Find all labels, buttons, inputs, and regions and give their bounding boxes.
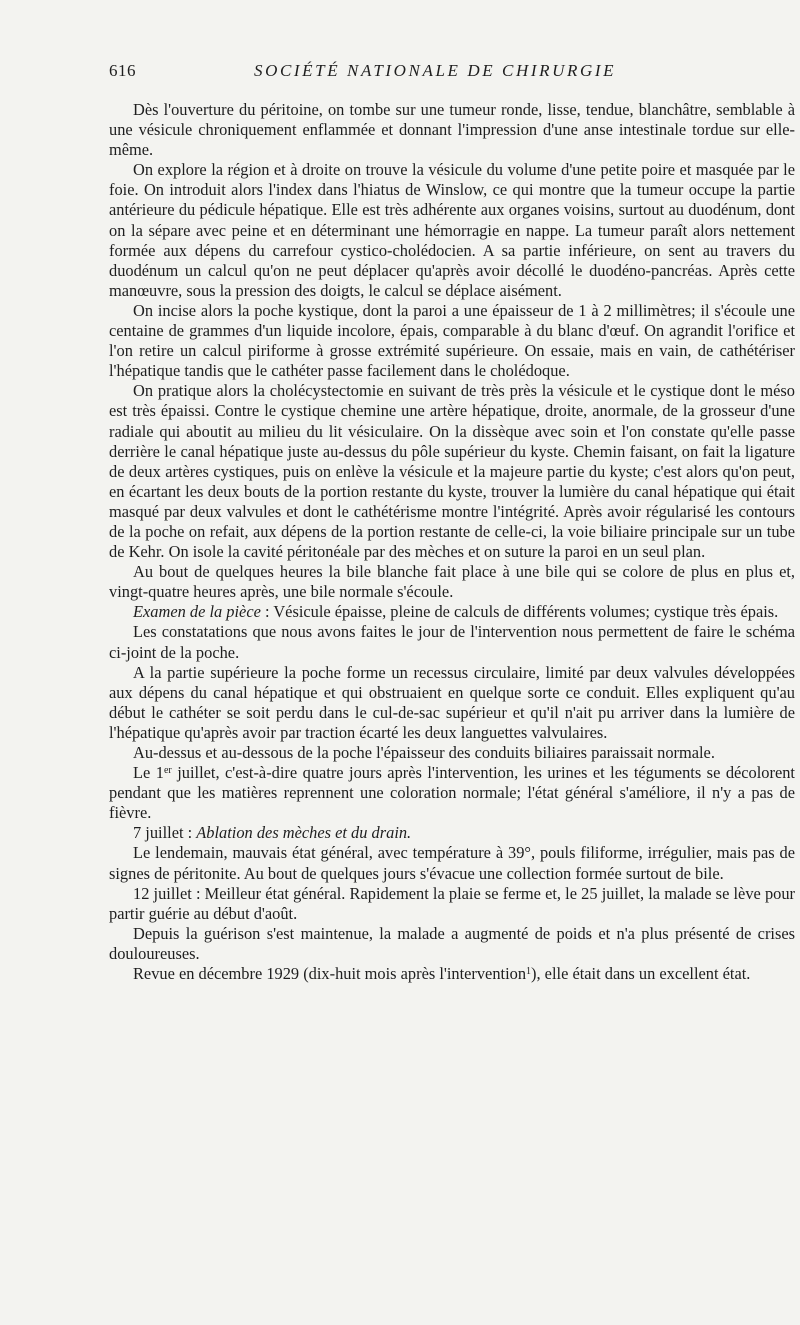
superscript: er [163,765,172,777]
article-body [109,100,795,984]
july7-text: Ablation des mèches et du drain. [196,823,412,843]
paragraph: Au-dessus et au-dessous de la poche l'épaisseur des conduits biliaires paraissait normale. [133,743,715,762]
paragraph-july-12: 12 juillet : Meilleur état général. Rapidement la plaie se ferme et, le 25 juillet, la malade se lève pour partir guérie au début d'août. [109,883,795,923]
page-number: 616 [109,61,136,80]
july1-text: juillet, c'est-à-dire quatre jours après l'intervention, les urines et les téguments se décolorent pendant que les matières reprennent une coloration normale; l'état général s'améliore, il n'y a pas de fièvre. [109,763,795,823]
paragraph: On explore la région et à droite on trouve la vésicule du volume d'une petite poire et masquée par le foie. On introduit alors l'index dans l'hiatus de Winslow, ce qui montre que la tumeur occupe la partie antérieure du pédicule hépatique. Elle est très adhérente aux organes voisins, surtout au duodénum, dont on la sépare avec peine et en déterminant une hémorragie en nappe. La tumeur paraît alors nettement formée aux dépens du carrefour cystico-cholédocien. A sa partie inférieure, on sent au travers du duodénum un calcul qu'on ne peut déplacer qu'après avoir décollé le duodéno-pancréas. Après cette manœuvre, sous la pression des doigts, le calcul se déplace aisément. [109,160,795,300]
running-title: SOCIÉTÉ NATIONALE DE CHIRURGIE [254,61,617,80]
review-lead: Revue en décembre 1929 (dix-huit mois après l'intervention [133,964,527,984]
paragraph: A la partie supérieure la poche forme un recessus circulaire, limité par deux valvules développées aux dépens du canal hépatique et qui obstruaient en quelque sorte ce conduit. Elles expliquent qu'au début le cathéter se soit perdu dans le cul-de-sac supérieur et qu'il n'ait pu arriver dans la lumière de l'hépatique qu'après avoir par traction écarté les deux languettes valvulaires. [109,662,795,742]
july7-date: 7 juillet : [133,823,197,843]
review-text: ), elle était dans un excellent état. [531,964,751,984]
paragraph: Au bout de quelques heures la bile blanche fait place à une bile qui se colore de plus en plus et, vingt-quatre heures après, une bile normale s'écoule. [109,562,795,602]
paragraph-july-1 [109,763,795,823]
paragraph: On pratique alors la cholécystectomie en suivant de très près la vésicule et le cystique dont le méso est très épaissi. Contre le cystique chemine une artère hépatique, droite, anormale, de la grosseur d'une radiale qui aboutit au milieu du lit vésiculaire. On la dissèque avec soin et l'on constate qu'elle passe derrière le canal hépatique juste au-dessus du pôle supérieur du kyste. Chemin faisant, on fait la ligature de deux artères cystiques, puis on enlève la vésicule et la majeure partie du kyste; c'est alors qu'on peut, en écartant les deux bouts de la portion restante du kyste, trouver la lumière du canal hépatique qui était masqué par deux valvules et dont le cathétérisme montre l'intégrité. Après avoir régularisé les contours de la poche on refait, aux dépens de la portion restante de celle-ci, la voie biliaire principale sur un tube de Kehr. On isole la cavité péritonéale par des mèches et on suture la paroi en un seul plan. [109,381,795,562]
exam-label: Examen de la pièce [133,602,261,622]
exam-text: : Vésicule épaisse, pleine de calculs de différents volumes; cystique très épais. [260,602,779,622]
paragraph: Dès l'ouverture du péritoine, on tombe sur une tumeur ronde, lisse, tendue, blanchâtre, semblable à une vésicule chroniquement enflammée et donnant l'impression d'une anse intestinale tordue sur elle-même. [109,100,795,160]
paragraph: Depuis la guérison s'est maintenue, la malade a augmenté de poids et n'a plus présenté de crises douloureuses. [109,923,795,963]
footnote-marker: 1 [526,966,532,978]
paragraph: Les constatations que nous avons faites le jour de l'intervention nous permettent de faire le schéma ci-joint de la poche. [109,622,795,662]
paragraph: Le lendemain, mauvais état général, avec température à 39°, pouls filiforme, irrégulier, mais pas de signes de péritonite. Au bout de quelques jours s'évacue une collection formée surtout de bile. [109,843,795,883]
paragraph-review [109,964,795,984]
paragraph-july-7 [109,823,795,843]
page-header [109,58,799,84]
july1-lead: Le 1 [133,763,164,783]
paragraph: On incise alors la poche kystique, dont la paroi a une épaisseur de 1 à 2 millimètres; il s'écoule une centaine de grammes d'un liquide incolore, épais, comparable à du blanc d'œuf. On agrandit l'orifice et l'on retire un calcul piriforme à grosse extrémité supérieure. On essaie, mais en vain, de cathétériser l'hépatique tandis que le cathéter passe facilement dans le cholédoque. [109,300,795,381]
paragraph-exam [109,602,795,622]
